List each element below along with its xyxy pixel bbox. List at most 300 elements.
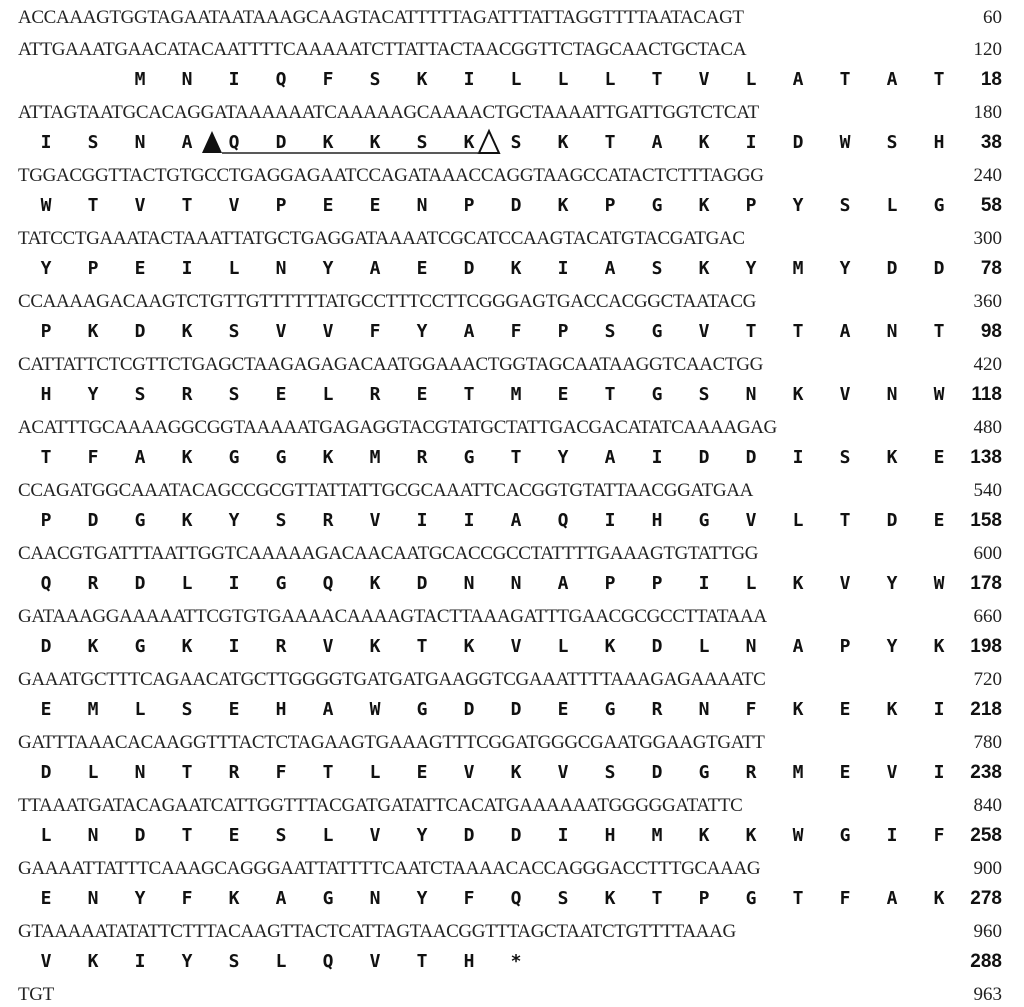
nucleotide-position: 420 (973, 353, 1002, 375)
amino-acid-residue: T (181, 762, 193, 783)
amino-acid-residue: I (933, 762, 945, 783)
amino-acid-row (0, 947, 1024, 975)
amino-acid-residue: L (604, 69, 616, 90)
nucleotide-row (0, 349, 1024, 377)
amino-acid-residue: N (275, 258, 287, 279)
amino-acid-residue: I (463, 69, 475, 90)
nucleotide-sequence: CCAGATGGCAAATACAGCCGCGTTATTATTGCGCAAATTCACGGTGTATTAACGGATGAA (18, 479, 754, 501)
nucleotide-position: 780 (973, 731, 1002, 753)
nucleotide-position: 480 (973, 416, 1002, 438)
amino-acid-residue: R (322, 510, 334, 531)
amino-acid-residue: S (698, 384, 710, 405)
amino-acid-residue: G (275, 573, 287, 594)
amino-acid-residue: D (510, 825, 522, 846)
amino-acid-residue: V (369, 825, 381, 846)
nucleotide-sequence: ACCAAAGTGGTAGAATAATAAAGCAAGTACATTTTTAGATTTATTAGGTTTTAATACAGT (18, 7, 744, 28)
amino-acid-residue: A (181, 132, 193, 153)
amino-acid-residue: Y (416, 321, 428, 342)
amino-acid-residue: R (651, 699, 663, 720)
amino-acid-residue: Y (416, 888, 428, 909)
amino-acid-residue: S (839, 195, 851, 216)
amino-acid-residue: K (181, 636, 193, 657)
amino-acid-residue: Y (416, 825, 428, 846)
amino-acid-residue: L (134, 699, 146, 720)
amino-acid-residue: Q (557, 510, 569, 531)
nucleotide-row (0, 979, 1024, 1007)
amino-acid-residue: V (698, 69, 710, 90)
amino-acid-residue: N (134, 132, 146, 153)
residue-position: 288 (970, 951, 1002, 972)
nucleotide-row (0, 475, 1024, 503)
amino-acid-residue: Y (886, 573, 898, 594)
amino-acid-residue: T (839, 510, 851, 531)
amino-acid-residue: K (792, 699, 804, 720)
amino-acid-residue: D (886, 510, 898, 531)
amino-acid-residue: E (839, 699, 851, 720)
amino-acid-residue: P (745, 195, 757, 216)
amino-acid-residue: K (87, 321, 99, 342)
amino-acid-residue: G (698, 762, 710, 783)
amino-acid-residue: I (228, 69, 240, 90)
amino-acid-residue: F (369, 321, 381, 342)
nucleotide-row (0, 223, 1024, 251)
amino-acid-residue: V (510, 636, 522, 657)
nucleotide-row (0, 412, 1024, 440)
amino-acid-residue: G (275, 447, 287, 468)
amino-acid-residue: P (651, 573, 663, 594)
residue-position: 18 (980, 69, 1002, 90)
amino-acid-residue: I (40, 132, 52, 153)
amino-acid-residue: F (463, 888, 475, 909)
residue-position: 78 (980, 258, 1002, 279)
amino-acid-residue: P (698, 888, 710, 909)
amino-acid-residue: Y (181, 951, 193, 972)
amino-acid-residue: T (933, 321, 945, 342)
nucleotide-position: 963 (973, 983, 1002, 1005)
amino-acid-residue: D (134, 321, 146, 342)
amino-acid-residue: A (369, 258, 381, 279)
amino-acid-row (0, 506, 1024, 534)
amino-acid-residue: T (181, 825, 193, 846)
amino-acid-residue: V (698, 321, 710, 342)
amino-acid-residue: G (698, 510, 710, 531)
residue-position: 58 (980, 195, 1002, 216)
amino-acid-residue: L (40, 825, 52, 846)
amino-acid-residue: K (228, 888, 240, 909)
amino-acid-residue: P (40, 321, 52, 342)
nucleotide-position: 660 (973, 605, 1002, 627)
amino-acid-residue: S (275, 825, 287, 846)
amino-acid-residue: Q (510, 888, 522, 909)
residue-position: 158 (970, 510, 1002, 531)
amino-acid-residue: A (604, 447, 616, 468)
nucleotide-row (0, 664, 1024, 692)
amino-acid-residue: G (416, 699, 428, 720)
amino-acid-residue: D (510, 195, 522, 216)
amino-acid-residue: K (510, 258, 522, 279)
amino-acid-residue: M (651, 825, 663, 846)
amino-acid-residue: K (792, 384, 804, 405)
amino-acid-residue: S (557, 888, 569, 909)
amino-acid-residue: V (886, 762, 898, 783)
amino-acid-residue: V (134, 195, 146, 216)
amino-acid-residue: I (745, 132, 757, 153)
amino-acid-residue: F (181, 888, 193, 909)
amino-acid-residue: D (651, 762, 663, 783)
amino-acid-residue: E (933, 447, 945, 468)
amino-acid-residue: V (557, 762, 569, 783)
amino-acid-residue: T (604, 384, 616, 405)
amino-acid-residue: H (604, 825, 616, 846)
amino-acid-residue: S (886, 132, 898, 153)
amino-acid-residue: T (933, 69, 945, 90)
amino-acid-residue: M (792, 258, 804, 279)
amino-acid-residue: A (792, 69, 804, 90)
amino-acid-residue: K (87, 951, 99, 972)
amino-acid-residue: T (792, 321, 804, 342)
amino-acid-residue: K (698, 825, 710, 846)
amino-acid-residue: V (40, 951, 52, 972)
amino-acid-residue: L (369, 762, 381, 783)
amino-acid-residue: F (839, 888, 851, 909)
amino-acid-residue: N (463, 573, 475, 594)
nucleotide-row (0, 538, 1024, 566)
amino-acid-residue: T (604, 132, 616, 153)
amino-acid-residue: A (463, 321, 475, 342)
amino-acid-residue: D (416, 573, 428, 594)
amino-acid-residue: S (228, 951, 240, 972)
amino-acid-residue: Y (745, 258, 757, 279)
nucleotide-row (0, 853, 1024, 881)
amino-acid-residue: I (557, 258, 569, 279)
amino-acid-residue: G (651, 321, 663, 342)
amino-acid-residue: Q (228, 132, 240, 153)
amino-acid-residue: G (651, 384, 663, 405)
amino-acid-residue: N (886, 384, 898, 405)
amino-acid-residue: N (87, 888, 99, 909)
nucleotide-sequence: ACATTTGCAAAAGGCGGTAAAAATGAGAGGTACGTATGCTATTGACGACATATCAAAAGAG (18, 416, 777, 438)
amino-acid-residue: P (463, 195, 475, 216)
amino-acid-residue: K (886, 699, 898, 720)
amino-acid-residue: T (745, 321, 757, 342)
amino-acid-residue: K (181, 321, 193, 342)
nucleotide-row (0, 34, 1024, 62)
amino-acid-residue: K (745, 825, 757, 846)
amino-acid-residue: L (557, 69, 569, 90)
nucleotide-sequence: TGGACGGTTACTGTGCCTGAGGAGAATCCAGATAAACCAGGTAAGCCATACTCTTTAGGG (18, 164, 764, 186)
nucleotide-row (0, 601, 1024, 629)
amino-acid-residue: L (275, 951, 287, 972)
amino-acid-residue: M (134, 69, 146, 90)
nucleotide-row (0, 286, 1024, 314)
nucleotide-sequence: ATTGAAATGAACATACAATTTTCAAAAATCTTATTACTAACGGTTCTAGCAACTGCTACA (18, 38, 747, 60)
amino-acid-residue: K (416, 69, 428, 90)
amino-acid-residue: K (933, 636, 945, 657)
amino-acid-residue: D (933, 258, 945, 279)
amino-acid-residue: T (87, 195, 99, 216)
residue-position: 198 (970, 636, 1002, 657)
amino-acid-residue: F (510, 321, 522, 342)
amino-acid-residue: F (322, 69, 334, 90)
amino-acid-residue: A (322, 699, 334, 720)
amino-acid-residue: I (557, 825, 569, 846)
amino-acid-residue: K (604, 636, 616, 657)
nucleotide-sequence: GAAATGCTTTCAGAACATGCTTGGGGTGATGATGAAGGTCGAAATTTTAAAGAGAAAATC (18, 668, 766, 690)
amino-acid-residue: N (416, 195, 428, 216)
nucleotide-sequence: ATTAGTAATGCACAGGATAAAAAATCAAAAAGCAAAACTGCTAAAATTGATTGGTCTCAT (18, 101, 759, 123)
amino-acid-residue: S (510, 132, 522, 153)
amino-acid-residue: E (228, 699, 240, 720)
amino-acid-residue: E (557, 384, 569, 405)
amino-acid-residue: Y (134, 888, 146, 909)
amino-acid-residue: N (181, 69, 193, 90)
amino-acid-residue: F (275, 762, 287, 783)
amino-acid-residue: K (369, 636, 381, 657)
amino-acid-residue: G (933, 195, 945, 216)
amino-acid-residue: S (134, 384, 146, 405)
nucleotide-position: 60 (983, 7, 1002, 28)
amino-acid-residue: Q (322, 951, 334, 972)
amino-acid-residue: D (698, 447, 710, 468)
amino-acid-residue: S (275, 510, 287, 531)
amino-acid-residue: G (839, 825, 851, 846)
nucleotide-position: 600 (973, 542, 1002, 564)
amino-acid-residue: K (463, 132, 475, 153)
amino-acid-residue: Q (275, 69, 287, 90)
nucleotide-position: 300 (973, 227, 1002, 249)
amino-acid-residue: Y (886, 636, 898, 657)
amino-acid-residue: D (134, 573, 146, 594)
amino-acid-residue: W (933, 573, 945, 594)
amino-acid-residue: I (463, 510, 475, 531)
amino-acid-residue: N (134, 762, 146, 783)
amino-acid-residue: M (510, 384, 522, 405)
amino-acid-residue: D (886, 258, 898, 279)
amino-acid-residue: M (369, 447, 381, 468)
amino-acid-residue: D (792, 132, 804, 153)
amino-acid-row (0, 758, 1024, 786)
residue-position: 258 (970, 825, 1002, 846)
amino-acid-residue: V (275, 321, 287, 342)
amino-acid-residue: W (792, 825, 804, 846)
nucleotide-position: 900 (973, 857, 1002, 879)
amino-acid-row (0, 884, 1024, 912)
amino-acid-residue: P (40, 510, 52, 531)
amino-acid-residue: * (510, 951, 522, 972)
amino-acid-residue: A (134, 447, 146, 468)
amino-acid-residue: R (369, 384, 381, 405)
amino-acid-residue: G (134, 510, 146, 531)
nucleotide-position: 120 (973, 38, 1002, 60)
amino-acid-residue: A (792, 636, 804, 657)
amino-acid-residue: D (745, 447, 757, 468)
nucleotide-position: 960 (973, 920, 1002, 942)
amino-acid-residue: K (322, 132, 334, 153)
amino-acid-residue: H (275, 699, 287, 720)
amino-acid-residue: N (745, 384, 757, 405)
amino-acid-residue: T (651, 888, 663, 909)
amino-acid-residue: T (416, 636, 428, 657)
amino-acid-residue: T (40, 447, 52, 468)
amino-acid-row (0, 443, 1024, 471)
amino-acid-residue: E (416, 258, 428, 279)
amino-acid-residue: S (651, 258, 663, 279)
amino-acid-residue: S (369, 69, 381, 90)
amino-acid-residue: G (651, 195, 663, 216)
amino-acid-residue: I (698, 573, 710, 594)
amino-acid-residue: A (839, 321, 851, 342)
amino-acid-row (0, 128, 1024, 156)
amino-acid-residue: D (463, 699, 475, 720)
amino-acid-residue: G (463, 447, 475, 468)
amino-acid-residue: H (651, 510, 663, 531)
amino-acid-residue: D (275, 132, 287, 153)
amino-acid-residue: S (604, 321, 616, 342)
amino-acid-residue: Y (557, 447, 569, 468)
amino-acid-residue: L (228, 258, 240, 279)
amino-acid-residue: G (322, 888, 334, 909)
amino-acid-residue: K (792, 573, 804, 594)
amino-acid-residue: S (87, 132, 99, 153)
amino-acid-residue: L (322, 384, 334, 405)
amino-acid-residue: N (698, 699, 710, 720)
amino-acid-residue: E (275, 384, 287, 405)
amino-acid-residue: I (604, 510, 616, 531)
residue-position: 218 (970, 699, 1002, 720)
residue-position: 278 (970, 888, 1002, 909)
amino-acid-residue: W (40, 195, 52, 216)
amino-acid-residue: I (933, 699, 945, 720)
amino-acid-residue: R (416, 447, 428, 468)
nucleotide-sequence: CATTATTCTCGTTCTGAGCTAAGAGAGACAATGGAAACTGGTAGCAATAAGGTCAACTGG (18, 353, 763, 375)
amino-acid-residue: V (369, 951, 381, 972)
amino-acid-residue: Y (839, 258, 851, 279)
amino-acid-residue: I (228, 573, 240, 594)
amino-acid-residue: K (463, 636, 475, 657)
amino-acid-residue: V (463, 762, 475, 783)
amino-acid-residue: K (87, 636, 99, 657)
amino-acid-residue: L (181, 573, 193, 594)
amino-acid-row (0, 632, 1024, 660)
amino-acid-residue: P (839, 636, 851, 657)
amino-acid-residue: E (416, 762, 428, 783)
amino-acid-residue: T (181, 195, 193, 216)
amino-acid-residue: L (510, 69, 522, 90)
amino-acid-residue: K (369, 573, 381, 594)
amino-acid-residue: E (134, 258, 146, 279)
amino-acid-row (0, 254, 1024, 282)
amino-acid-residue: P (604, 573, 616, 594)
amino-acid-residue: D (87, 510, 99, 531)
nucleotide-row (0, 790, 1024, 818)
amino-acid-residue: M (87, 699, 99, 720)
amino-acid-residue: T (510, 447, 522, 468)
amino-acid-residue: L (745, 69, 757, 90)
amino-acid-residue: N (510, 573, 522, 594)
amino-acid-residue: R (745, 762, 757, 783)
nucleotide-position: 840 (973, 794, 1002, 816)
residue-position: 118 (971, 384, 1002, 405)
amino-acid-residue: R (181, 384, 193, 405)
amino-acid-residue: D (40, 636, 52, 657)
nucleotide-row (0, 160, 1024, 188)
amino-acid-residue: L (87, 762, 99, 783)
amino-acid-residue: A (275, 888, 287, 909)
amino-acid-row (0, 191, 1024, 219)
amino-acid-residue: K (698, 258, 710, 279)
amino-acid-residue: F (87, 447, 99, 468)
amino-acid-residue: T (839, 69, 851, 90)
amino-acid-residue: G (228, 447, 240, 468)
amino-acid-residue: K (886, 447, 898, 468)
amino-acid-residue: N (886, 321, 898, 342)
residue-position: 178 (970, 573, 1002, 594)
amino-acid-residue: A (651, 132, 663, 153)
amino-acid-residue: G (745, 888, 757, 909)
amino-acid-residue: Y (322, 258, 334, 279)
amino-acid-residue: P (87, 258, 99, 279)
amino-acid-residue: W (369, 699, 381, 720)
amino-acid-residue: V (322, 636, 334, 657)
amino-acid-residue: L (745, 573, 757, 594)
amino-acid-residue: K (698, 195, 710, 216)
amino-acid-residue: E (40, 699, 52, 720)
amino-acid-residue: T (322, 762, 334, 783)
amino-acid-residue: I (416, 510, 428, 531)
amino-acid-row (0, 380, 1024, 408)
amino-acid-residue: E (839, 762, 851, 783)
amino-acid-residue: Y (792, 195, 804, 216)
amino-acid-residue: I (134, 951, 146, 972)
amino-acid-residue: E (322, 195, 334, 216)
nucleotide-position: 180 (973, 101, 1002, 123)
residue-position: 238 (970, 762, 1002, 783)
amino-acid-residue: I (651, 447, 663, 468)
nucleotide-sequence: TTAAATGATACAGAATCATTGGTTTACGATGATATTCACATGAAAAAATGGGGGATATTC (18, 794, 743, 816)
amino-acid-residue: Y (228, 510, 240, 531)
nucleotide-position: 540 (973, 479, 1002, 501)
amino-acid-residue: V (839, 573, 851, 594)
amino-acid-residue: W (933, 384, 945, 405)
amino-acid-residue: K (557, 132, 569, 153)
amino-acid-residue: R (228, 762, 240, 783)
amino-acid-residue: E (369, 195, 381, 216)
amino-acid-residue: A (886, 69, 898, 90)
amino-acid-residue: L (322, 825, 334, 846)
nucleotide-sequence: GTAAAAATATATTCTTTACAAGTTACTCATTAGTAACGGTTTAGCTAATCTGTTTTAAAG (18, 920, 736, 942)
amino-acid-residue: L (886, 195, 898, 216)
amino-acid-row (0, 821, 1024, 849)
amino-acid-residue: Q (322, 573, 334, 594)
amino-acid-residue: D (651, 636, 663, 657)
amino-acid-row (0, 65, 1024, 93)
amino-acid-residue: D (134, 825, 146, 846)
amino-acid-residue: K (933, 888, 945, 909)
amino-acid-residue: I (228, 636, 240, 657)
amino-acid-residue: K (698, 132, 710, 153)
amino-acid-residue: V (745, 510, 757, 531)
amino-acid-row (0, 569, 1024, 597)
amino-acid-residue: Y (87, 384, 99, 405)
amino-acid-residue: E (228, 825, 240, 846)
amino-acid-residue: H (463, 951, 475, 972)
amino-acid-residue: A (886, 888, 898, 909)
nucleotide-row (0, 727, 1024, 755)
nucleotide-position: 240 (973, 164, 1002, 186)
amino-acid-residue: Q (40, 573, 52, 594)
amino-acid-residue: D (463, 258, 475, 279)
amino-acid-residue: D (40, 762, 52, 783)
